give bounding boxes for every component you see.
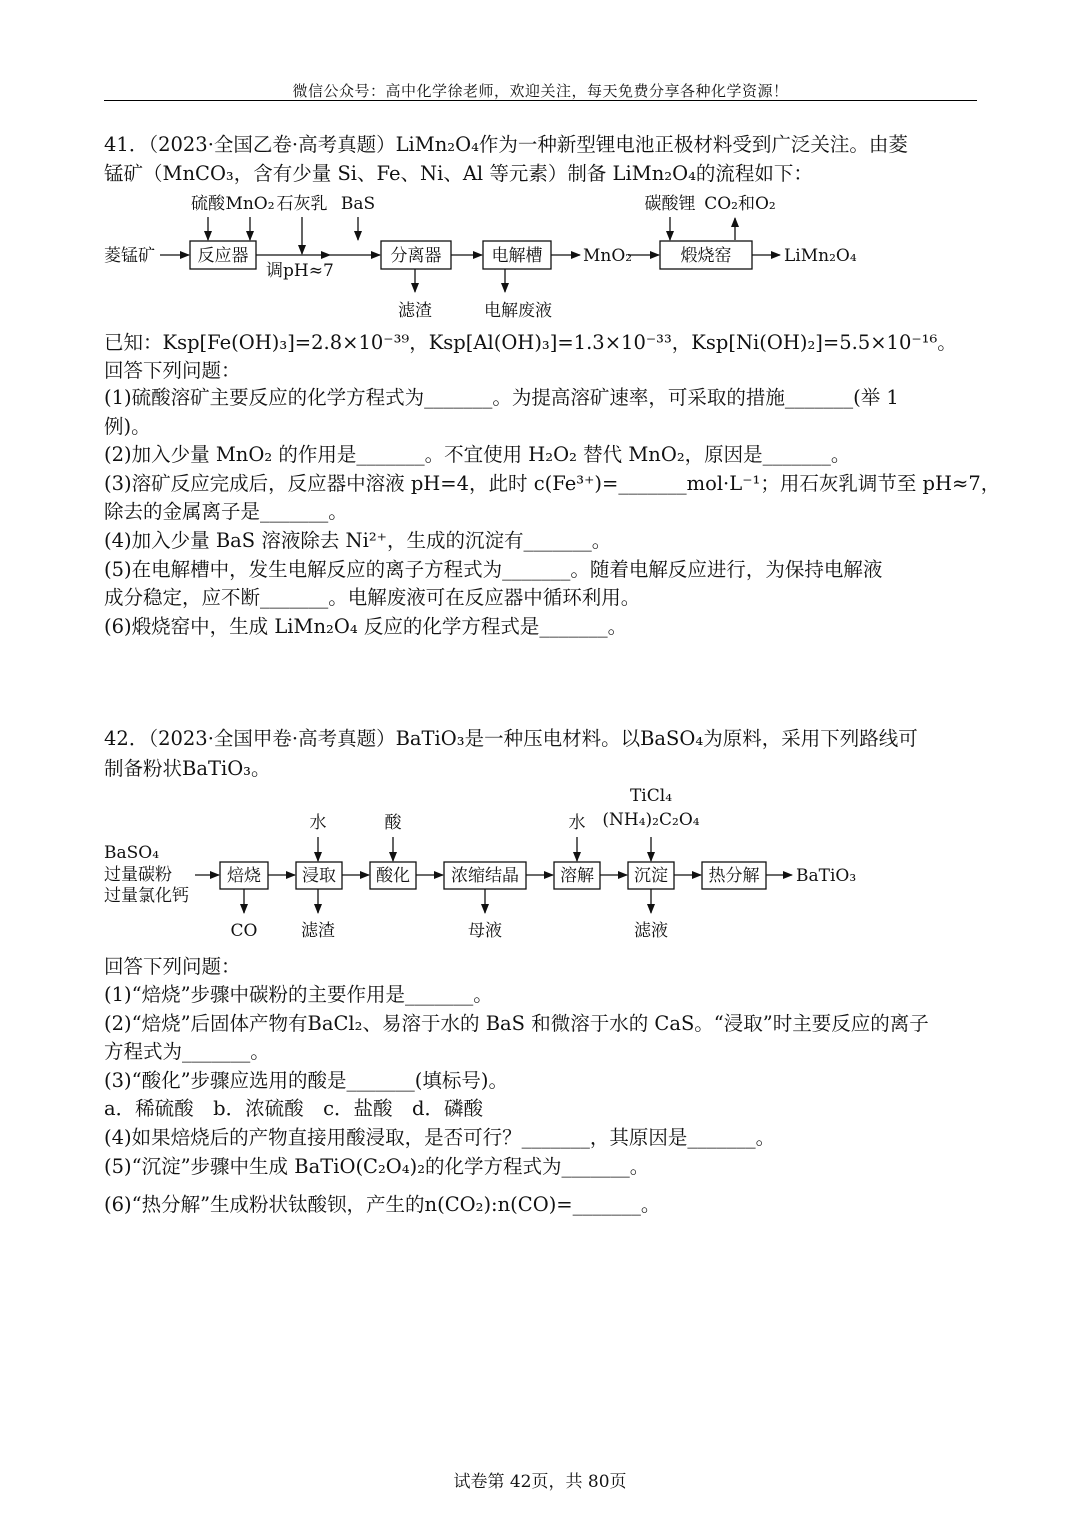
q41-reactor-box bbox=[190, 241, 256, 269]
q41-line: (4)加入少量 BaS 溶液除去 Ni²⁺，生成的沉淀有_______。 bbox=[104, 528, 612, 552]
q41-line: (6)煅烧窑中，生成 LiMn₂O₄ 反应的化学方程式是_______。 bbox=[104, 614, 628, 638]
q41-line: (3)溶矿反应完成后，反应器中溶液 pH=4，此时 c(Fe³⁺)=_______mol·L⁻¹；用石灰乳调节至 pH≈7， bbox=[104, 471, 1001, 495]
q42-questions bbox=[104, 981, 979, 1220]
q41-flow-cell: 电解槽 bbox=[491, 246, 543, 266]
q42-flow-s4: 浓缩结晶 bbox=[451, 866, 519, 886]
q42-flow-in-water1: 水 bbox=[309, 813, 327, 833]
q42-flow-s2: 浸取 bbox=[302, 866, 336, 886]
q42-line: (4)如果焙烧后的产物直接用酸浸取，是否可行？_______，其原因是_______。 bbox=[104, 1125, 776, 1149]
q42-flow-in-water2: 水 bbox=[568, 813, 586, 833]
q42-prompt: 回答下列问题： bbox=[104, 955, 241, 978]
q42-flow-product: BaTiO₃ bbox=[796, 866, 857, 886]
q42-flow-out-residue: 滤渣 bbox=[301, 921, 335, 941]
q41-intro-line2: 锰矿（MnCO₃，含有少量 Si、Fe、Ni、Al 等元素）制备 LiMn₂O₄的流程如下： bbox=[104, 162, 813, 185]
q41-prompt: 回答下列问题： bbox=[104, 359, 241, 382]
q42-crystallize-box bbox=[444, 862, 526, 889]
q42-line: (2)“焙烧”后固体产物有BaCl₂、易溶于水的 BaS 和微溶于水的 CaS。“浸取”时主要反应的离子 bbox=[104, 1011, 929, 1035]
q41-flow-out-residue: 滤渣 bbox=[398, 301, 432, 321]
q42-precipitate-box bbox=[628, 862, 674, 889]
q42-flow-s1: 焙烧 bbox=[227, 866, 261, 886]
q41-line: (1)硫酸溶矿主要反应的化学方程式为_______。为提高溶矿速率，可采取的措施_______(举 1 bbox=[104, 386, 899, 409]
q42-dissolve-box bbox=[554, 862, 600, 889]
q42-flow-raw1: BaSO₄ bbox=[104, 843, 160, 863]
q41-flow-in-acid: 硫酸 bbox=[191, 194, 225, 214]
q42-flow-in-ticl4: TiCl₄ bbox=[629, 786, 673, 806]
q41-flow-mid-product: MnO₂ bbox=[583, 246, 633, 266]
q42-line: (5)“沉淀”步骤中生成 BaTiO(C₂O₄)₂的化学方程式为_______。 bbox=[104, 1154, 650, 1178]
q41-known: 已知：Ksp[Fe(OH)₃]=2.8×10⁻³⁹，Ksp[Al(OH)₃]=1.3×10⁻³³，Ksp[Ni(OH)₂]=5.5×10⁻¹⁶。 bbox=[104, 331, 957, 354]
q42-line: a．稀硫酸 b．浓硫酸 c．盐酸 d．磷酸 bbox=[104, 1097, 484, 1121]
q41-kiln-box bbox=[660, 241, 752, 269]
q42-roast-box bbox=[220, 862, 268, 889]
q42-flow-s3: 酸化 bbox=[376, 866, 410, 886]
q42-flow-raw2: 过量碳粉 bbox=[104, 865, 172, 885]
page-footer: 试卷第 42页，共 80页 bbox=[453, 1472, 627, 1492]
q41-intro-line1: 41．（2023·全国乙卷·高考真题）LiMn₂O₄作为一种新型锂电池正极材料受到广泛关注。由菱 bbox=[104, 133, 908, 156]
q41-flow-out-waste: 电解废液 bbox=[484, 301, 552, 321]
q41-flow-in-mno2: MnO₂ bbox=[225, 194, 275, 214]
header-divider bbox=[104, 100, 977, 101]
q41-line: 成分稳定，应不断_______。电解废液可在反应器中循环利用。 bbox=[104, 586, 641, 610]
page-header: 微信公众号：高中化学徐老师，欢迎关注，每天免费分享各种化学资源！ bbox=[292, 82, 789, 100]
q42-intro-line1: 42．（2023·全国甲卷·高考真题）BaTiO₃是一种压电材料。以BaSO₄为原料，采用下列路线可 bbox=[104, 727, 918, 750]
q41-flow-start: 菱锰矿 bbox=[104, 246, 155, 266]
q41-line: 例)。 bbox=[104, 414, 151, 438]
q42-flow-out-filtrate: 滤液 bbox=[634, 921, 668, 941]
q42-line: (6)“热分解”生成粉状钛酸钡，产生的n(CO₂):n(CO)=_______。 bbox=[104, 1193, 661, 1217]
q41-flow-in-bas: BaS bbox=[340, 194, 376, 214]
q41-flow-reactor: 反应器 bbox=[197, 246, 249, 266]
q41-line: (5)在电解槽中，发生电解反应的离子方程式为_______。随着电解反应进行，为保持电解液 bbox=[104, 557, 883, 581]
q41-flow-separator: 分离器 bbox=[390, 246, 442, 266]
q41-flow-product: LiMn₂O₄ bbox=[784, 246, 857, 266]
q42-decompose-box bbox=[702, 862, 766, 889]
q41-flow-kiln: 煅烧窑 bbox=[680, 246, 732, 266]
q41-questions bbox=[104, 384, 1001, 641]
q41-line: 除去的金属离子是_______。 bbox=[104, 500, 348, 524]
q42-leach-box bbox=[296, 862, 342, 889]
q42-line: (1)“焙烧”步骤中碳粉的主要作用是_______。 bbox=[104, 983, 493, 1006]
q42-flow-raw3: 过量氯化钙 bbox=[104, 886, 189, 906]
q42-flow-out-co: CO bbox=[230, 921, 258, 941]
q42-flow-in-oxalate: (NH₄)₂C₂O₄ bbox=[602, 810, 700, 830]
q42-line: (3)“酸化”步骤应选用的酸是_______(填标号)。 bbox=[104, 1068, 509, 1092]
q41-line: (2)加入少量 MnO₂ 的作用是_______。不宜使用 H₂O₂ 替代 MnO₂，原因是_______。 bbox=[104, 443, 851, 467]
q41-cell-box bbox=[483, 241, 551, 269]
q42-line: 方程式为_______。 bbox=[104, 1040, 270, 1064]
q41-flow-out-gas: CO₂和O₂ bbox=[704, 194, 776, 214]
q41-flow-adjust: 调pH≈7 bbox=[266, 261, 334, 281]
q41-flow-in-lime: 石灰乳 bbox=[276, 194, 328, 214]
q42-flow-s5: 溶解 bbox=[560, 866, 594, 886]
q42-flow-s6: 沉淀 bbox=[634, 866, 668, 886]
q42-flow-s7: 热分解 bbox=[708, 866, 760, 886]
q41-flow-in-li2co3: 碳酸锂 bbox=[644, 194, 696, 214]
q41-separator-box bbox=[381, 241, 451, 269]
q42-flow-in-acid: 酸 bbox=[384, 813, 402, 833]
q42-acidify-box bbox=[370, 862, 416, 889]
q42-intro-line2: 制备粉状BaTiO₃。 bbox=[104, 757, 271, 780]
q42-flow-out-mother: 母液 bbox=[468, 921, 502, 941]
